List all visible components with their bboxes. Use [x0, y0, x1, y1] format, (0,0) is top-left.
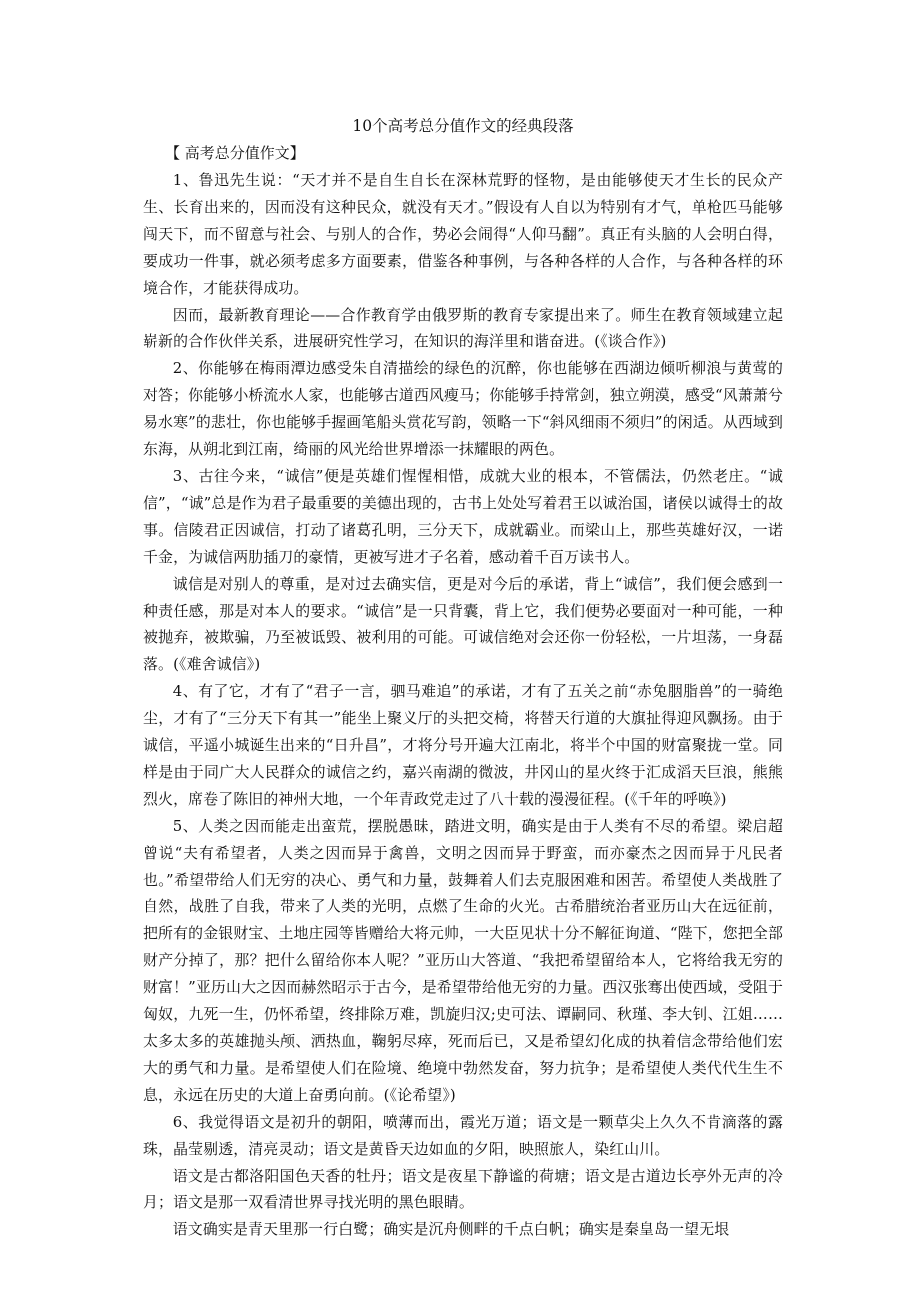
- paragraph-6: 4、有了它，才有了“君子一言，驷马难追”的承诺，才有了五关之前“赤兔胭脂兽”的一骑绝尘，才有了“三分天下有其一”能坐上聚义厅的头把交椅，将替天行道的大旗扯得迎风飘扬。由于诚信，平遥小城诞生出来的“日升昌”，才将分号开遍大江南北，将半个中国的财富聚拢一堂。同样是由于同广大人民群众的诚信之约，嘉兴南湖的微波，井冈山的星火终于汇成滔天巨浪，熊熊烈火，席卷了陈旧的神州大地，一个年青政党走过了八十载的漫漫征程。(《千年的呼唤》): [143, 682, 783, 808]
- paragraph-2: 因而，最新教育理论——合作教育学由俄罗斯的教育专家提出来了。师生在教育领域建立起崭新的合作伙伴关系，进展研究性学习，在知识的海洋里和谐奋进。(《谈合作》): [143, 305, 783, 351]
- paragraph-10: 语文确实是青天里那一行白鹭；确实是沉舟侧畔的千点白帆；确实是秦皇岛一望无垠: [172, 1220, 730, 1239]
- paragraph-5: 诚信是对别人的尊重，是对过去确实信，更是对今后的承诺，背上“诚信”，我们便会感到一种责任感，那是对本人的要求。“诚信”是一只背囊，背上它，我们便势必要面对一种可能，一种被抛弃，被欺骗，乃至被诋毁、被利用的可能。可诚信绝对会还你一份轻松，一片坦荡，一身磊落。(《难舍诚信》): [143, 574, 783, 674]
- section-label: 【 高考总分值作文】: [165, 144, 305, 162]
- paragraph-1: 1、鲁迅先生说：“天才并不是自生自长在深林荒野的怪物，是由能够使天才生长的民众产生、长育出来的，因而没有这种民众，就没有天才。”假设有人自以为特别有才气，单枪匹马能够闯天下，而不留意与社会、与别人的合作，势必会闹得“人仰马翻”。真正有头脑的人会明白得，要成功一件事，就必须考虑多方面要素，借鉴各种事例，与各种各样的人合作，与各种各样的环境合作，才能获得成功。: [143, 171, 783, 297]
- paragraph-9: 语文是古都洛阳国色天香的牡丹；语文是夜星下静谧的荷塘；语文是古道边长亭外无声的冷月；语文是那一双看清世界寻找光明的黑色眼睛。: [143, 1166, 783, 1212]
- document-title: 10个高考总分值作文的经典段落: [352, 117, 574, 135]
- document-page: [143, 112, 783, 1243]
- paragraph-7: 5、人类之因而能走出蛮荒，摆脱愚昧，踏进文明，确实是由于人类有不尽的希望。梁启超曾说“夫有希望者，人类之因而异于禽兽，文明之因而异于野蛮，而亦豪杰之因而异于凡民者也。”希望带给人们无穷的决心、勇气和力量，鼓舞着人们去克服困难和困苦。希望使人类战胜了自然，战胜了自我，带来了人类的光明，点燃了生命的火光。古希腊统治者亚历山大在远征前，把所有的金银财宝、土地庄园等皆赠给大将元帅，一大臣见状十分不解征询道、“陛下，您把全部财产分掉了，那？把什么留给你本人呢？”亚历山大答道、“我把希望留给本人，它将给我无穷的财富！”亚历山大之因而赫然昭示于古今，是希望带给他无穷的力量。西汉张骞出使西域，受阻于匈奴，九死一生，仍怀希望，终排除万难，凯旋归汉;史可法、谭嗣同、秋瑾、李大钊、江姐……太多太多的英雄抛头颅、洒热血，鞠躬尽瘁，死而后已，又是希望幻化成的执着信念带给他们宏大的勇气和力量。是希望使人们在险境、绝境中勃然发奋，努力抗争；是希望使人类代代生生不息，永远在历史的大道上奋勇向前。(《论希望》): [143, 816, 783, 1104]
- paragraph-4: 3、古往今来，“诚信”便是英雄们惺惺相惜，成就大业的根本，不管儒法，仍然老庄。“诚信”，“诚”总是作为君子最重要的美德出现的，古书上处处写着君王以诚治国，诸侯以诚得士的故事。信陵君正因诚信，打动了诸葛孔明，三分天下，成就霸业。而梁山上，那些英雄好汉，一诺千金，为诚信两肋插刀的豪情，更被写进才子名着，感动着千百万读书人。: [143, 466, 783, 566]
- paragraph-8: 6、我觉得语文是初升的朝阳，喷薄而出，霞光万道；语文是一颗草尖上久久不肯滴落的露珠，晶莹剔透，清亮灵动；语文是黄昏天边如血的夕阳，映照旅人，染红山川。: [143, 1112, 783, 1158]
- paragraph-3: 2、你能够在梅雨潭边感受朱自清描绘的绿色的沉醉，你也能够在西湖边倾听柳浪与黄莺的对答；你能够小桥流水人家，也能够古道西风瘦马；你能够手持常剑，独立朔漠，感受“风萧萧兮易水寒”的悲壮，你也能够手握画笔船头赏花写韵，领略一下“斜风细雨不须归”的闲适。从西域到东海，从朔北到江南，绮丽的风光给世界增添一抹耀眼的两色。: [143, 359, 783, 459]
